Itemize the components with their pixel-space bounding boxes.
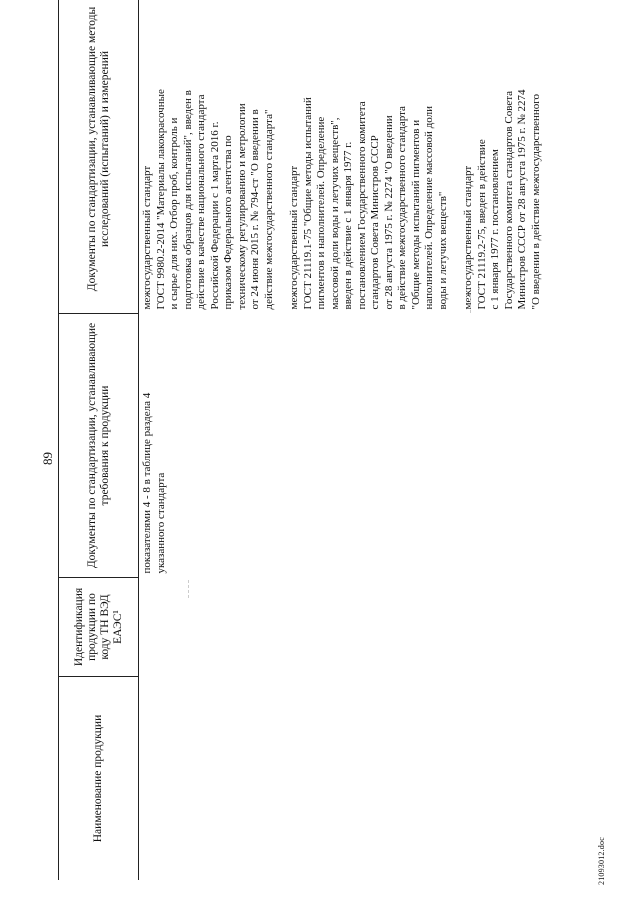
standard-line: ГОСТ 21119.2-75, введен в действие: [475, 139, 488, 310]
standard-line: Российской Федерации с 1 марта 2016 г.: [208, 121, 221, 310]
standard-entry-gost-9980-2: [141, 0, 276, 310]
standard-line: от 24 июня 2015 г. № 794-ст "О введении в: [249, 109, 261, 310]
standard-line: введен в действие с 1 января 1977 г.: [342, 141, 354, 310]
standard-line: постановлением Государственного комитета: [355, 101, 368, 310]
scan-artifact-dash: [470, 295, 471, 313]
cell-requirements: [139, 314, 558, 578]
table-header-row: [59, 0, 139, 880]
standard-line: "О введении в действие межгосударственного: [529, 93, 542, 310]
header-product-name: Наименование продукции: [59, 677, 139, 881]
standards-table: [58, 0, 557, 880]
standard-line: межгосударственный стандарт: [462, 165, 474, 310]
standard-line: пигментов и наполнителей. Определение: [315, 116, 327, 310]
standard-line: Министров СССР от 28 августа 1975 г. № 2274: [516, 89, 528, 310]
header-test-method-documents: Документы по стандартизации, устанавливающие методы исследований (испытаний) и измерений: [59, 0, 139, 314]
header-tnved-code: Идентификация продукции по коду ТН ВЭД ЕАЭС¹: [59, 578, 139, 677]
scan-artifact-dash: [188, 580, 189, 598]
standard-line: с 1 января 1977 г. постановлением: [489, 149, 501, 310]
standard-line: массовой доли воды и летучих веществ",: [328, 117, 341, 310]
standard-line: и сырье для них. Отбор проб, контроль и: [168, 117, 180, 310]
standard-line: стандартов Совета Министров СССР: [369, 135, 381, 310]
standard-line: Государственного комитета стандартов Совета: [502, 90, 515, 310]
standard-line: наполнителей. Определение массовой доли: [423, 105, 435, 310]
requirements-reference: показателями 4 - 8 в таблице раздела 4 указанного стандарта: [141, 392, 167, 574]
standard-line: "Общие методы испытаний пигментов и: [409, 119, 422, 310]
footer-filename: 21093012.doc: [597, 837, 606, 885]
standard-entry-gost-21119-1: [288, 0, 450, 310]
standard-line: действие в качестве национального стандарта: [195, 94, 207, 310]
standard-line: приказом Федерального агентства по: [222, 135, 234, 310]
standard-line: действие межгосударственного стандарта": [262, 109, 275, 310]
cell-product-name: [139, 677, 558, 881]
cell-test-methods: [139, 0, 558, 314]
standard-line: межгосударственный стандарт: [288, 165, 300, 310]
standard-line: ГОСТ 21119.1-75 "Общие методы испытаний: [301, 97, 314, 310]
standard-line: от 28 августа 1975 г. № 2274 "О введении: [382, 115, 395, 310]
standard-line: межгосударственный стандарт: [141, 165, 153, 310]
standard-line: подготовка образцов для испытаний", введен в: [181, 90, 194, 310]
page-number: 89: [40, 452, 55, 465]
standard-entry-gost-21119-2: [462, 0, 543, 310]
cell-tnved-code: [139, 578, 558, 677]
standard-line: техническому регулированию и метрологии: [235, 103, 248, 310]
table-row: [139, 0, 558, 880]
standard-line: воды и летучих веществ": [436, 191, 449, 310]
standard-line: в действие межгосударственного стандарта: [396, 106, 408, 310]
standard-line: ГОСТ 9980.2-2014 "Материалы лакокрасочные: [154, 89, 167, 310]
header-requirement-documents: Документы по стандартизации, устанавливающие требования к продукции: [59, 314, 139, 578]
